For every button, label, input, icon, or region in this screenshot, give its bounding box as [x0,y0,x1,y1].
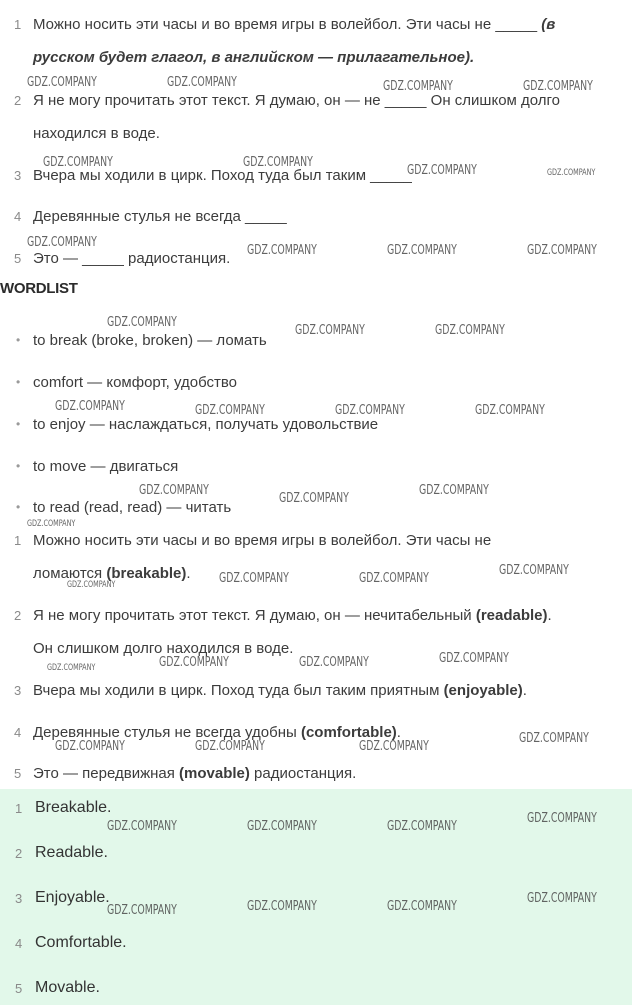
watermark: GDZ.COMPANY [295,323,365,338]
solution-number: 4 [14,725,22,740]
bullet-icon: • [16,333,21,347]
watermark: GDZ.COMPANY [139,483,209,498]
solution-text: Деревянные стулья не всегда удобны (comfortable). [33,724,401,741]
watermark: GDZ.COMPANY [387,243,457,258]
watermark: GDZ.COMPANY [159,655,229,670]
watermark: GDZ.COMPANY [299,655,369,670]
watermark: GDZ.COMPANY [383,79,453,94]
watermark: GDZ.COMPANY [387,899,457,914]
question-number: 1 [14,17,22,32]
solution-number: 5 [14,766,22,781]
watermark: GDZ.COMPANY [335,403,405,418]
watermark: GDZ.COMPANY [475,403,545,418]
watermark: GDZ.COMPANY [195,739,265,754]
solution-text: Вчера мы ходили в цирк. Поход туда был таким приятным (enjoyable). [33,682,527,699]
question-text: Можно носить эти часы и во время игры в волейбол. Эти часы не _____ (в русском будет глагол, в английском — прилагательное). [33,16,556,66]
watermark: GDZ.COMPANY [107,819,177,834]
watermark: GDZ.COMPANY [359,571,429,586]
watermark: GDZ.COMPANY [359,739,429,754]
watermark: GDZ.COMPANY [195,403,265,418]
solution-number: 2 [14,608,22,623]
watermark: GDZ.COMPANY [27,235,97,250]
solution-number: 1 [14,533,22,548]
question-number: 2 [14,93,22,108]
bullet-icon: • [16,459,21,473]
watermark: GDZ.COMPANY [107,315,177,330]
watermark: GDZ.COMPANY [523,79,593,94]
watermark: GDZ.COMPANY [107,903,177,918]
bullet-icon: • [16,375,21,389]
watermark: GDZ.COMPANY [435,323,505,338]
watermark: GDZ.COMPANY [279,491,349,506]
solution-text: Я не могу прочитать этот текст. Я думаю, он — нечитабельный (readable). Он слишком долго находился в воде. [33,607,552,657]
question-text: Вчера мы ходили в цирк. Поход туда был таким _____ [33,167,412,184]
watermark: GDZ.COMPANY [527,243,597,258]
question-text: Это — _____ радиостанция. [33,250,231,267]
solution-text: Это — передвижная (movable) радиостанция. [33,765,357,782]
solution-text: Можно носить эти часы и во время игры в волейбол. Эти часы не ломаются (breakable). [33,532,492,582]
watermark: GDZ.COMPANY [247,899,317,914]
question-text: Деревянные стулья не всегда _____ [33,208,287,225]
wordlist-heading: WORDLIST [0,280,78,297]
solution-number: 3 [14,683,22,698]
watermark: GDZ.COMPANY [527,811,597,826]
watermark: GDZ.COMPANY [247,819,317,834]
question-text: Я не могу прочитать этот текст. Я думаю, он — не _____ Он слишком долго находился в воде. [33,92,561,142]
question-number: 4 [14,209,22,224]
watermark: GDZ.COMPANY [419,483,489,498]
bullet-icon: • [16,417,21,431]
watermark: GDZ.COMPANY [43,155,113,170]
watermark: GDZ.COMPANY [219,571,289,586]
watermark: GDZ.COMPANY [519,731,589,746]
watermark: GDZ.COMPANY [527,891,597,906]
watermark: GDZ.COMPANY [55,739,125,754]
watermark: GDZ.COMPANY [243,155,313,170]
watermark: GDZ.COMPANY [387,819,457,834]
watermark: GDZ.COMPANY [47,663,96,673]
bullet-icon: • [16,500,21,514]
watermark: GDZ.COMPANY [439,651,509,666]
watermark: GDZ.COMPANY [547,168,596,178]
watermark: GDZ.COMPANY [247,243,317,258]
watermark: GDZ.COMPANY [27,519,76,529]
watermark: GDZ.COMPANY [55,399,125,414]
watermark: GDZ.COMPANY [167,75,237,90]
watermark: GDZ.COMPANY [27,75,97,90]
answers-panel: 1 Breakable. 2 Readable. 3 Enjoyable. 4 Comfortable. 5 Movable. [0,789,632,1005]
watermark: GDZ.COMPANY [67,580,116,590]
watermark: GDZ.COMPANY [407,163,477,178]
watermark: GDZ.COMPANY [499,563,569,578]
question-number: 5 [14,251,22,266]
question-number: 3 [14,168,22,183]
